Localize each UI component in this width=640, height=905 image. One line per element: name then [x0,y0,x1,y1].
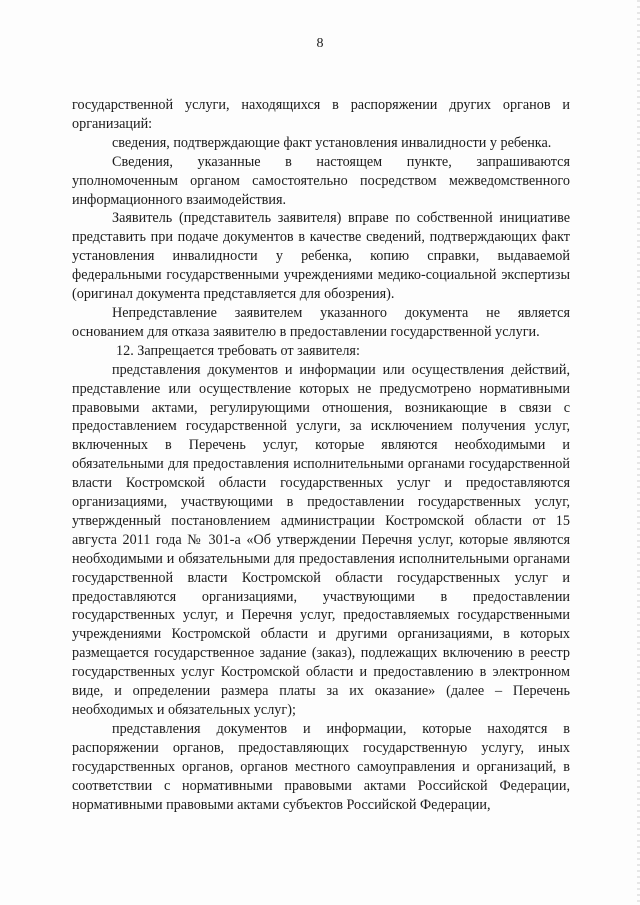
paragraph-prohibition-2: представления документов и информации, которые находятся в распоряжении органов, предоставляющих государственную услугу, иных государственных органов, органов местного самоуправления и организаций, в соответствии с нормативными правовыми актами Российской Федерации, нормативными правовыми актами субъектов Российской Федерации, [72,720,570,813]
paragraph-non-submission: Непредставление заявителем указанного документа не является основанием для отказа заявителю в предоставлении государственной услуги. [72,304,570,340]
paragraph-continuation: государственной услуги, находящихся в распоряжении других органов и организаций: [72,97,570,132]
paragraph-disability-info: сведения, подтверждающие факт установления инвалидности у ребенка. [112,134,552,151]
page-number: 8 [316,36,324,51]
document-body [72,96,570,814]
paragraph-applicant-right: Заявитель (представитель заявителя) вправе по собственной инициативе представить при подаче документов в качестве сведений, подтверждающих факт установления инвалидности у ребенка, копию справки, выдаваемой федеральными государственными учреждениями медико-социальной экспертизы (оригинал документа представляется для обозрения). [72,210,570,303]
paragraph-interagency-request: Сведения, указанные в настоящем пункте, запрашиваются уполномоченным органом самостоятельно посредством межведомственного информационного взаимодействия. [72,153,570,208]
paragraph-item-12-heading: 12. Запрещается требовать от заявителя: [116,342,360,359]
paragraph-prohibition-1: представления документов и информации или осуществления действий, представление или осуществление которых не предусмотрено нормативными правовыми актами, регулирующими отношения, возникающие в связи с предоставлением государственной услуги, за исключением получения услуг, включенных в Перечень услуг, которые являются необходимыми и обязательными для предоставления исполнительными органами государственной власти Костромской области государственных услуг и предоставляются организациями, участвующими в предоставлении государственных услуг, утвержденный постановлением администрации Костромской области от 15 августа 2011 года № 301-а «Об утверждении Перечня услуг, которые являются необходимыми и обязательными для предоставления исполнительными органами государственной власти Костромской области государственных услуг и предоставляются организациями, участвующими в предоставлении государственных услуг, и Перечня услуг, предоставляемых государственными учреждениями Костромской области и другими организациями, в которых размещается государственное задание (заказ), подлежащих включению в реестр государственных услуг Костромской области и предоставлению в электронном виде, и определении размера платы за их оказание» (далее – Перечень необходимых и обязательных услуг); [72,361,570,718]
